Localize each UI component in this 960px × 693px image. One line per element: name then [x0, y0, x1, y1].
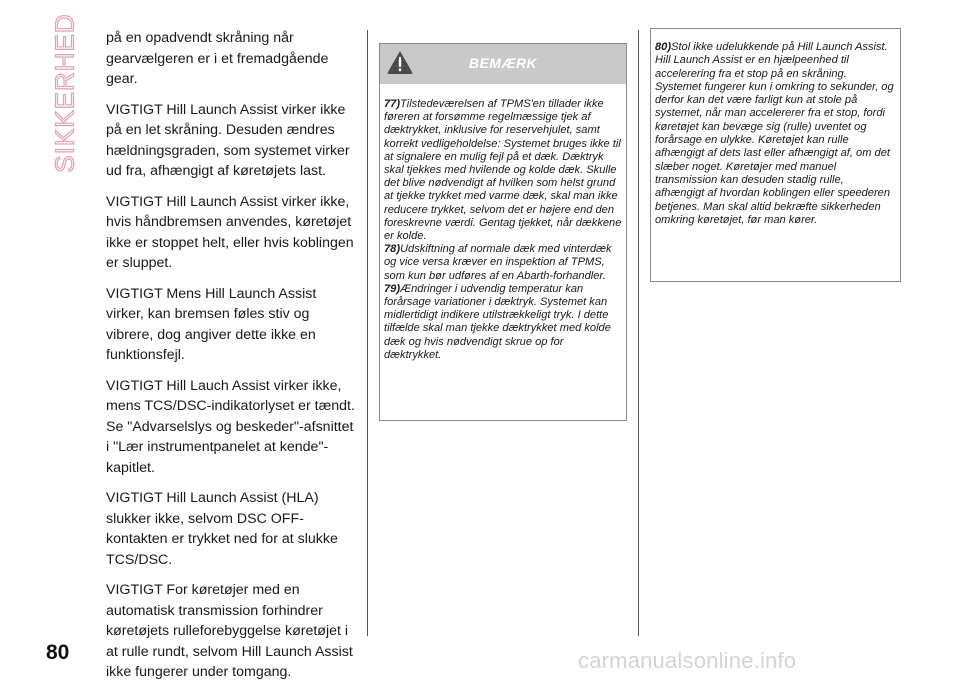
note-item — [384, 243, 622, 283]
section-label — [40, 13, 90, 173]
column-divider — [638, 30, 639, 636]
note-item — [384, 98, 622, 243]
note-text: Udskiftning af normale dæk med vinterdæk og vice versa kræver en inspektion af TPMS, som kun bør udføres af en Abarth-forhandler. — [384, 243, 612, 282]
warning-note-box — [650, 28, 901, 282]
page-number: 80 — [46, 641, 70, 664]
note-ref: 77) — [384, 98, 401, 110]
notice-body — [380, 84, 626, 362]
note-item — [655, 41, 896, 227]
note-ref: 79) — [384, 282, 401, 295]
notice-header — [380, 44, 626, 84]
note-item — [384, 283, 622, 362]
paragraph: VIGTIGT For køretøjer med en automatisk transmission forhindrer køretøjets rulleforebyggelse køretøjet i at rulle rundt, selvom Hill Launch Assist ikke fungerer under tomgang. — [106, 582, 353, 680]
paragraph: VIGTIGT Hill Launch Assist virker ikke på en let skråning. Desuden ændres hældningsgraden, som systemet virker ud fra, afhængigt af køretøjets last. — [106, 101, 350, 179]
note-text: Tilstedeværelsen af TPMS'en tillader ikke føreren at forsømme regelmæssige tjek af dæktrykket, inklusive for reservehjulet, samt korrekt vedligeholdelse: Systemet bruges ikke til at signalere en mulig fejl på et dæk. Dæktryk skal tjekkes med hvilende og kolde dæk. Skulle det blive nødvendigt af hvilken som helst grund at tjekke trykket med varme dæk, skal man ikke reducere trykket, selvom det er højere end den foreskrevne værdi. Gentag tjekket, når dækkene er kolde. — [384, 98, 622, 243]
note-text: Stol ikke udelukkende på Hill Launch Assist. Hill Launch Assist er en hjælpeenhed til accelerering fra et stop på en skråning. Systemet fungerer kun i omkring to sekunder, og derfor kan det være farligt kun at stole på systemet, når man accelererer fra et stop, fordi køretøjet kan bevæge sig (rulle) uventet og forårsage en ulykke. Køretøjet kan rulle afhængigt af dets last eller afhængigt af, om det slæber noget. Køretøjer med manuel transmission kan desuden stadig rulle, afhængigt af hvordan koblingen eller speederen betjenes. Man skal altid bekræfte sikkerheden omkring køretøjet, før man kører. — [655, 41, 894, 226]
notice-box — [379, 43, 627, 421]
paragraph: på en opadvendt skråning når gearvælgeren er i et fremadgående gear. — [106, 30, 329, 87]
notice-title: BEMÆRK — [468, 55, 538, 71]
column-divider — [367, 30, 368, 636]
watermark: carmanualsonline.info — [578, 648, 797, 673]
note-ref: 78) — [384, 243, 401, 256]
section-label-text: SIKKERHED — [49, 13, 80, 173]
note-ref: 80) — [655, 41, 672, 53]
paragraph: VIGTIGT Hill Launch Assist virker ikke, hvis håndbremsen anvendes, køretøjet ikke er stoppet helt, eller hvis koblingen er sluppet. — [106, 193, 354, 271]
paragraph: VIGTIGT Hill Lauch Assist virker ikke, mens TCS/DSC-indikatorlyset er tændt. Se "Advarselslys og beskeder"-afsnittet i "Lær instrumentpanelet at kende"-kapitlet. — [106, 377, 355, 476]
main-text-column — [106, 28, 358, 693]
paragraph: VIGTIGT Hill Launch Assist (HLA) slukker ikke, selvom DSC OFF-kontakten er trykket ned for at slukke TCS/DSC. — [106, 490, 338, 568]
note-text: Ændringer i udvendig temperatur kan forårsage variationer i dæktryk. Systemet kan midlertidigt indikere utilstrækkeligt tryk. I dette tilfælde skal man tjekke dæktrykket med kolde dæk og hvis nødvendigt skrue op for dæktrykket. — [384, 282, 611, 361]
paragraph: VIGTIGT Mens Hill Launch Assist virker, kan bremsen føles stiv og vibrere, dog angiver dette ikke en funktionsfejl. — [106, 285, 317, 363]
